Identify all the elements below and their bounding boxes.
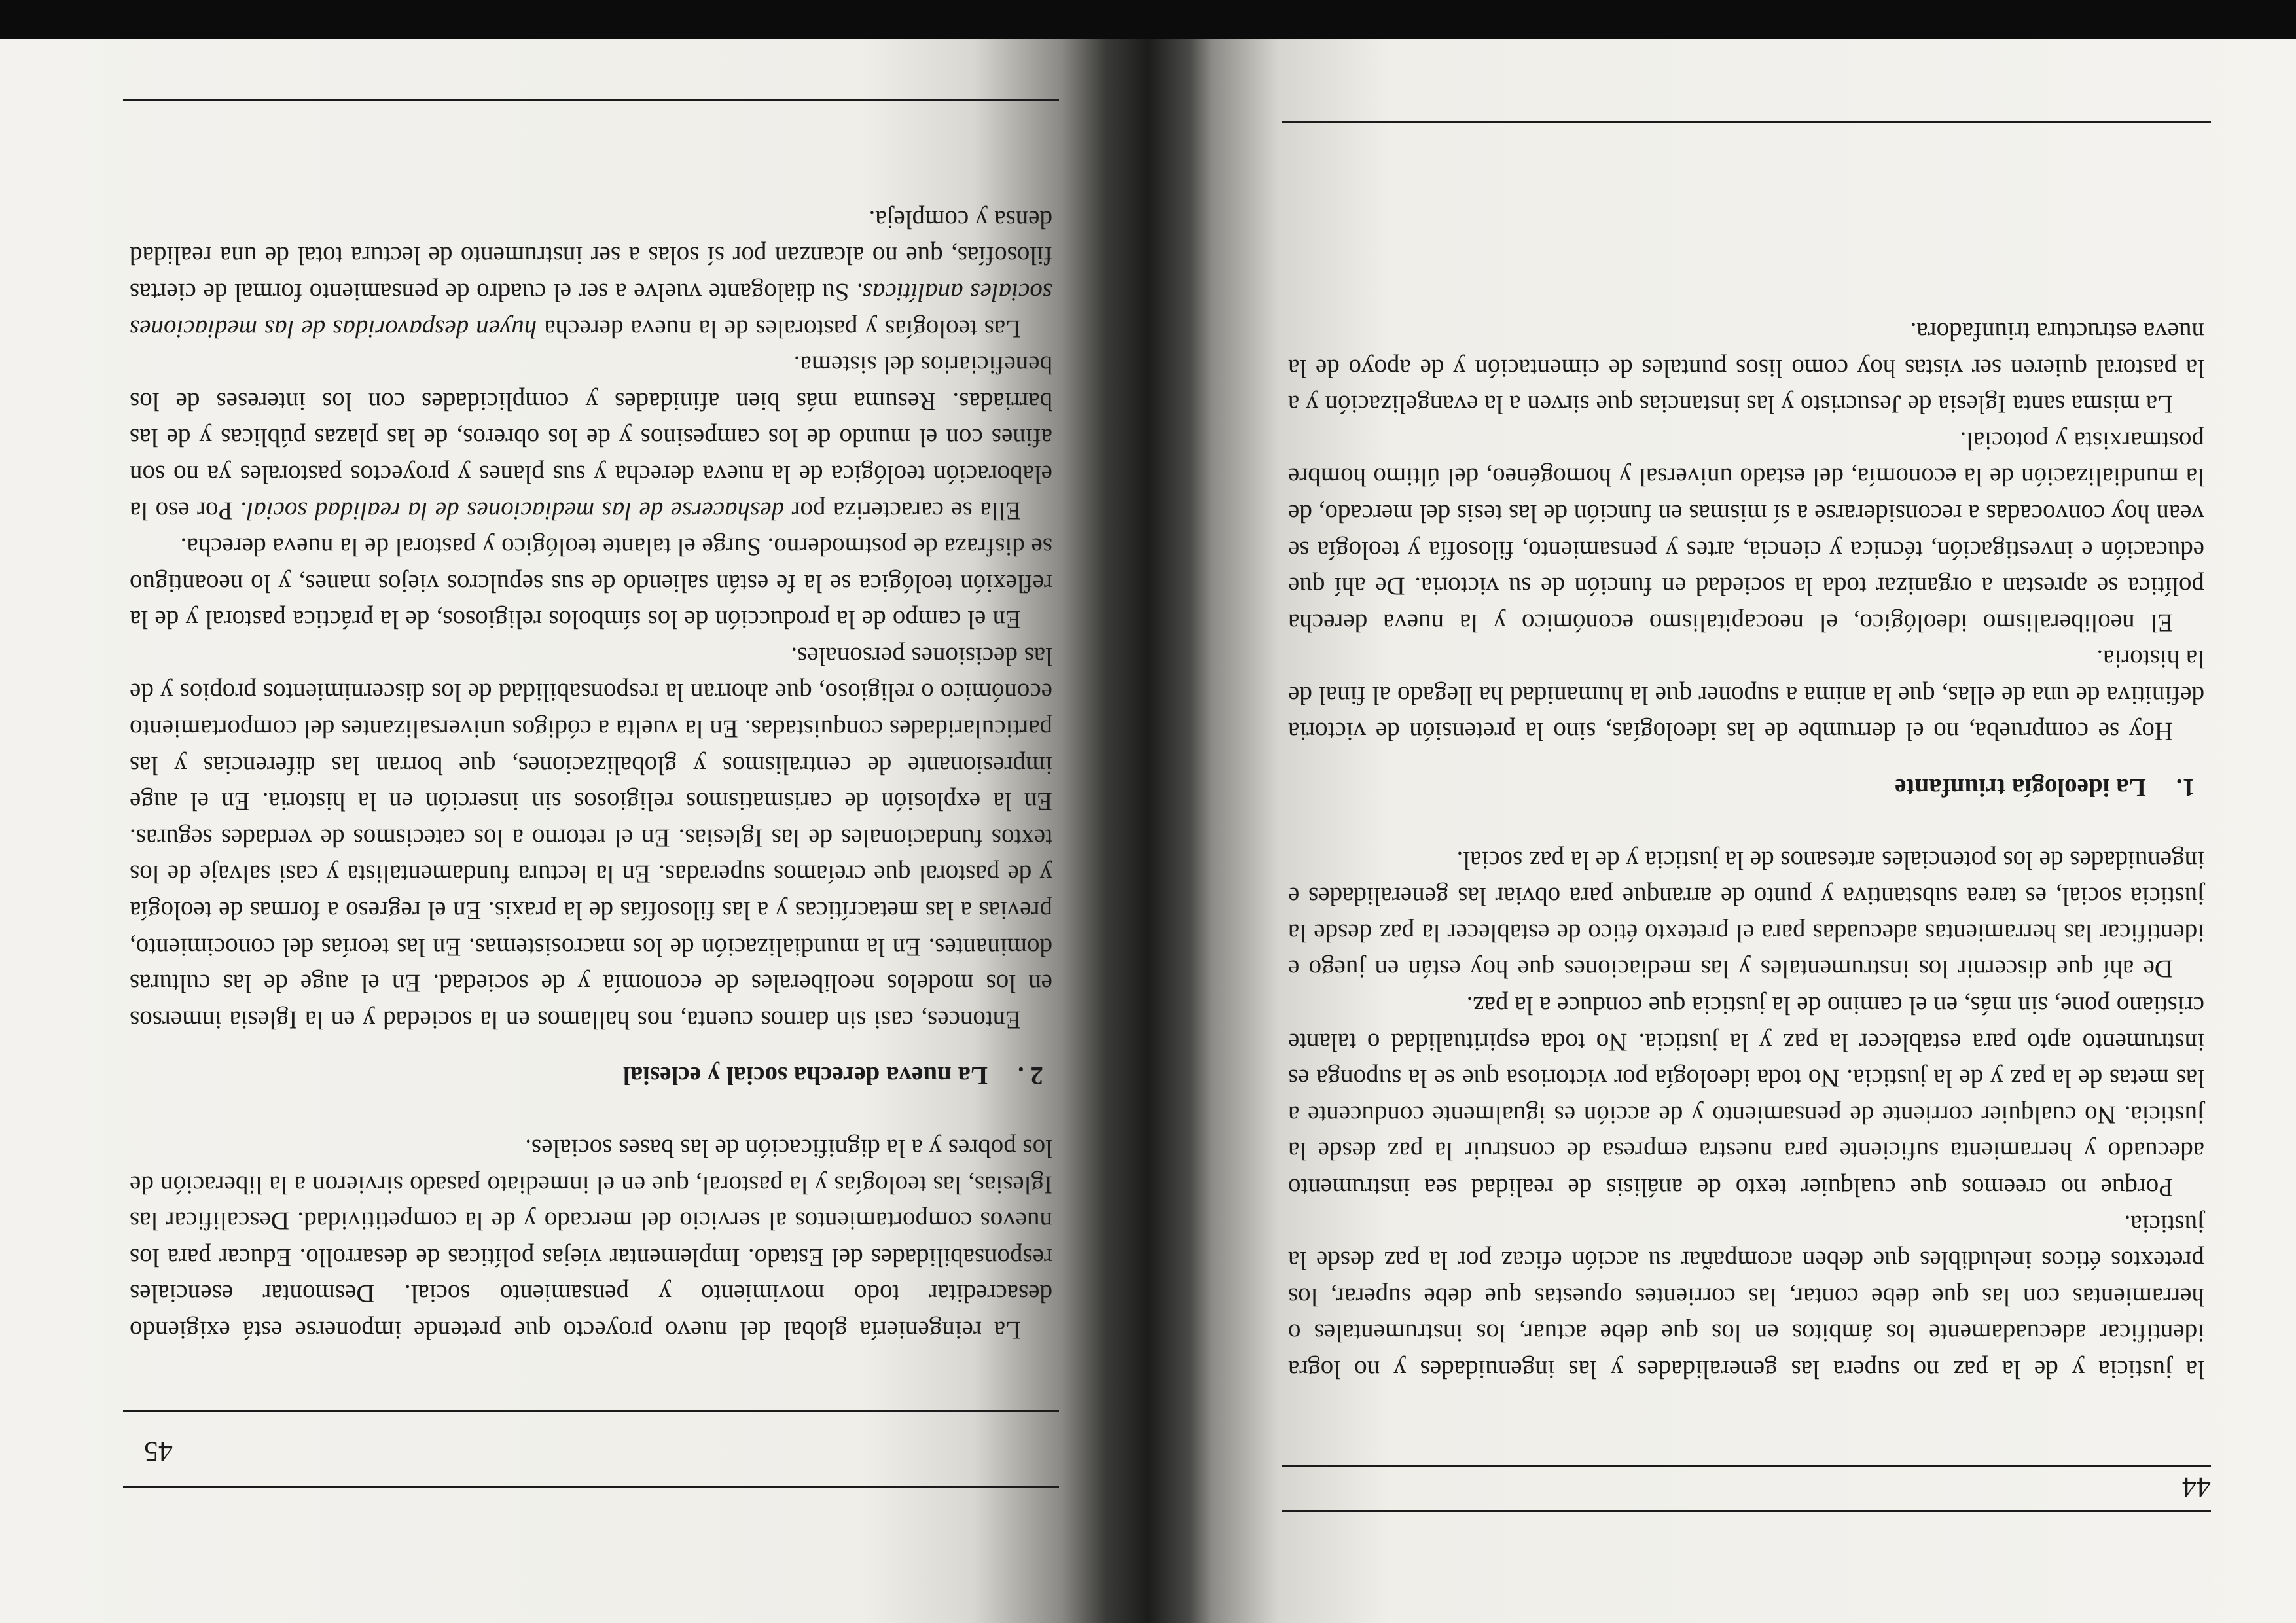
paragraph: Porque no creemos que cualquier texto de análisis de realidad sea instrumento adecuado y herramienta suficiente para nuestra empresa de construir la paz desde la justicia. No cualquier corriente de pensamiento y de acción es igualmente conducente a las metas de la paz y de la justicia. No toda ideología por victoriosa que se la suponga es instrumento apto para establecer la paz y la justicia. No toda espiritualidad o talante cristiano pone, sin más, en el camino de la justicia que conduce a la paz. xyxy=(1288,991,2204,1202)
paragraph: La reingeniería global del nuevo proyecto que pretende imponerse está exigiendo desacreditar todo movimiento y pensamiento social. Desmontar esenciales responsabilidades del Estado. Implementar viejas políticas de desarrollo. Educar para los nuevos comportamientos al servicio del mercado y de la competitividad. Descalificar las Iglesias, las teologías y la pastoral, que en el inmediato pasado sirvieron a la liberación de los pobres y a la dignificación de las bases sociales. xyxy=(130,1134,1052,1344)
page-45-body xyxy=(130,201,1052,1348)
header-rule-top xyxy=(123,1486,1059,1488)
page-44-body xyxy=(1288,313,2204,1387)
header-rule-bottom xyxy=(1282,1465,2211,1467)
paragraph: El neoliberalismo ideológico, el neocapitalismo económico y la nueva derecha política se aprestan a organizar toda la sociedad en función de su victoria. De ahí que educación e investigación, técnica y ciencia, artes y pensamiento, filosofía y teología se vean hoy convocadas a reconsiderarse a sí mismas en función de las tesis del mercado, de la mundialización de la economía, del estado universal y homogéneo, del último hombre postmarxista y potocial. xyxy=(1288,426,2204,637)
paragraph: De ahí que discernir los instrumentales y las mediaciones que hoy están en juego e identificar las herramientas adecuadas para el pretexto ético de establecer la paz desde la justicia social, es tarea substantiva y punto de arranque para obviar las generalidades e ingenuidades de los potenciales artesanos de la justicia y de la paz social. xyxy=(1288,846,2204,984)
paragraph: Entonces, casi sin darnos cuenta, nos hallamos en la sociedad y en la Iglesia inmersos en los modelos neoliberales de economía y de sociedad. En el auge de las culturas dominantes. En la mundialización de los macrosistemas. En las teorías del conocimiento, previas a las metacríticas y a las filosofías de la praxis. En el regreso a formas de teología y de pastoral que creíamos superadas. En la lectura fundamentalista y casi salvaje de los textos fundacionales de las Iglesias. En el retorno a los catecismos de verdades seguras. En la explosión de carismatismos religiosos sin inserción en la historia. En el auge impresionante de centralismos y globalizaciones, que borran las diferencias y las particularidades conquistadas. En la vuelta a códigos universalizantes del comportamiento económico o religioso, que ahorran la responsabilidad de los discernimientos propios y de las decisiones personales. xyxy=(130,641,1052,1034)
header-rule-bottom xyxy=(123,1410,1059,1412)
section-title: La ideología triunfante xyxy=(1895,774,2146,802)
paragraph: En el campo de la producción de los símbolos religiosos, de la práctica pastoral y de la reflexión teológica se la fe están saliendo de sus sepulcros viejos manes, y lo neoantiguo se disfraza de postmodernо. Surge el talante teológico y pastoral de la nueva derecha. xyxy=(130,533,1052,634)
section-heading xyxy=(130,1058,1052,1094)
text-run: Su dialogante vuelve a ser el cuadro de pensamiento formal de ciertas filosofías, que no alcanzan por sí solas a ser instrumento de lectura total de una realidad densa y compleja. xyxy=(129,205,1052,306)
footer-rule xyxy=(1282,121,2211,123)
text-run: Ella se caracteriza por xyxy=(784,496,1021,525)
book-gutter xyxy=(1106,39,1190,1623)
header-rule-top xyxy=(1282,1510,2211,1512)
page-44 xyxy=(1190,39,2296,1623)
text-run: Las teologías y pastorales de la nueva derecha xyxy=(537,314,1021,343)
section-title: La nueva derecha social y eclesial xyxy=(622,1061,988,1090)
paragraph xyxy=(130,201,1052,346)
italic-text: deshacerse de las mediaciones de la realidad social. xyxy=(240,496,785,525)
section-heading xyxy=(1288,770,2204,806)
footer-rule xyxy=(123,99,1059,101)
paragraph xyxy=(130,347,1052,529)
paragraph: Hoy se comprueba, no el derrumbe de las ideologías, sino la pretensión de victoria definitiva de una de ellas, que la anima a suponer que la humanidad ha llegado al final de la historia. xyxy=(1288,645,2204,746)
page-45 xyxy=(0,39,1106,1623)
page-number: 44 xyxy=(2182,1471,2211,1503)
section-number: 2 . xyxy=(1018,1061,1043,1090)
paragraph: La misma santa Iglesia de Jesucristo y las instancias que sirven a la evangelización y a la pastoral quieren ser vistas hoy como lisos puntales de cimentación y de apoyo de la nueva estructura triunfadora. xyxy=(1288,317,2204,419)
text-run: Por eso la elaboración teológica de la nueva derecha y sus planes y proyectos pastorales ya no son afines con el mundo de los campesinos y de los obreros, de las plazas públicas y de las barriadas. Resuma más bien afinidades y complicidades con los intereses de los beneficiarios del sistema. xyxy=(130,351,1052,525)
italic-text: huyen despavoridas de las mediaciones sociales analíticas. xyxy=(130,277,1052,343)
page-number: 45 xyxy=(144,1436,173,1468)
section-number: 1. xyxy=(2176,774,2195,802)
paragraph: la justicia y de la paz no supera las generalidades y las ingenuidades y no logra identificar adecuadamente los ámbitos en los que debe actuar, los instrumentales o herramientas con las que debe contar, las corrientes opuestas que debe superar, los pretextos éticos ineludibles que deben acompañar su acción eficaz por la paz desde la justicia. xyxy=(1288,1209,2204,1383)
